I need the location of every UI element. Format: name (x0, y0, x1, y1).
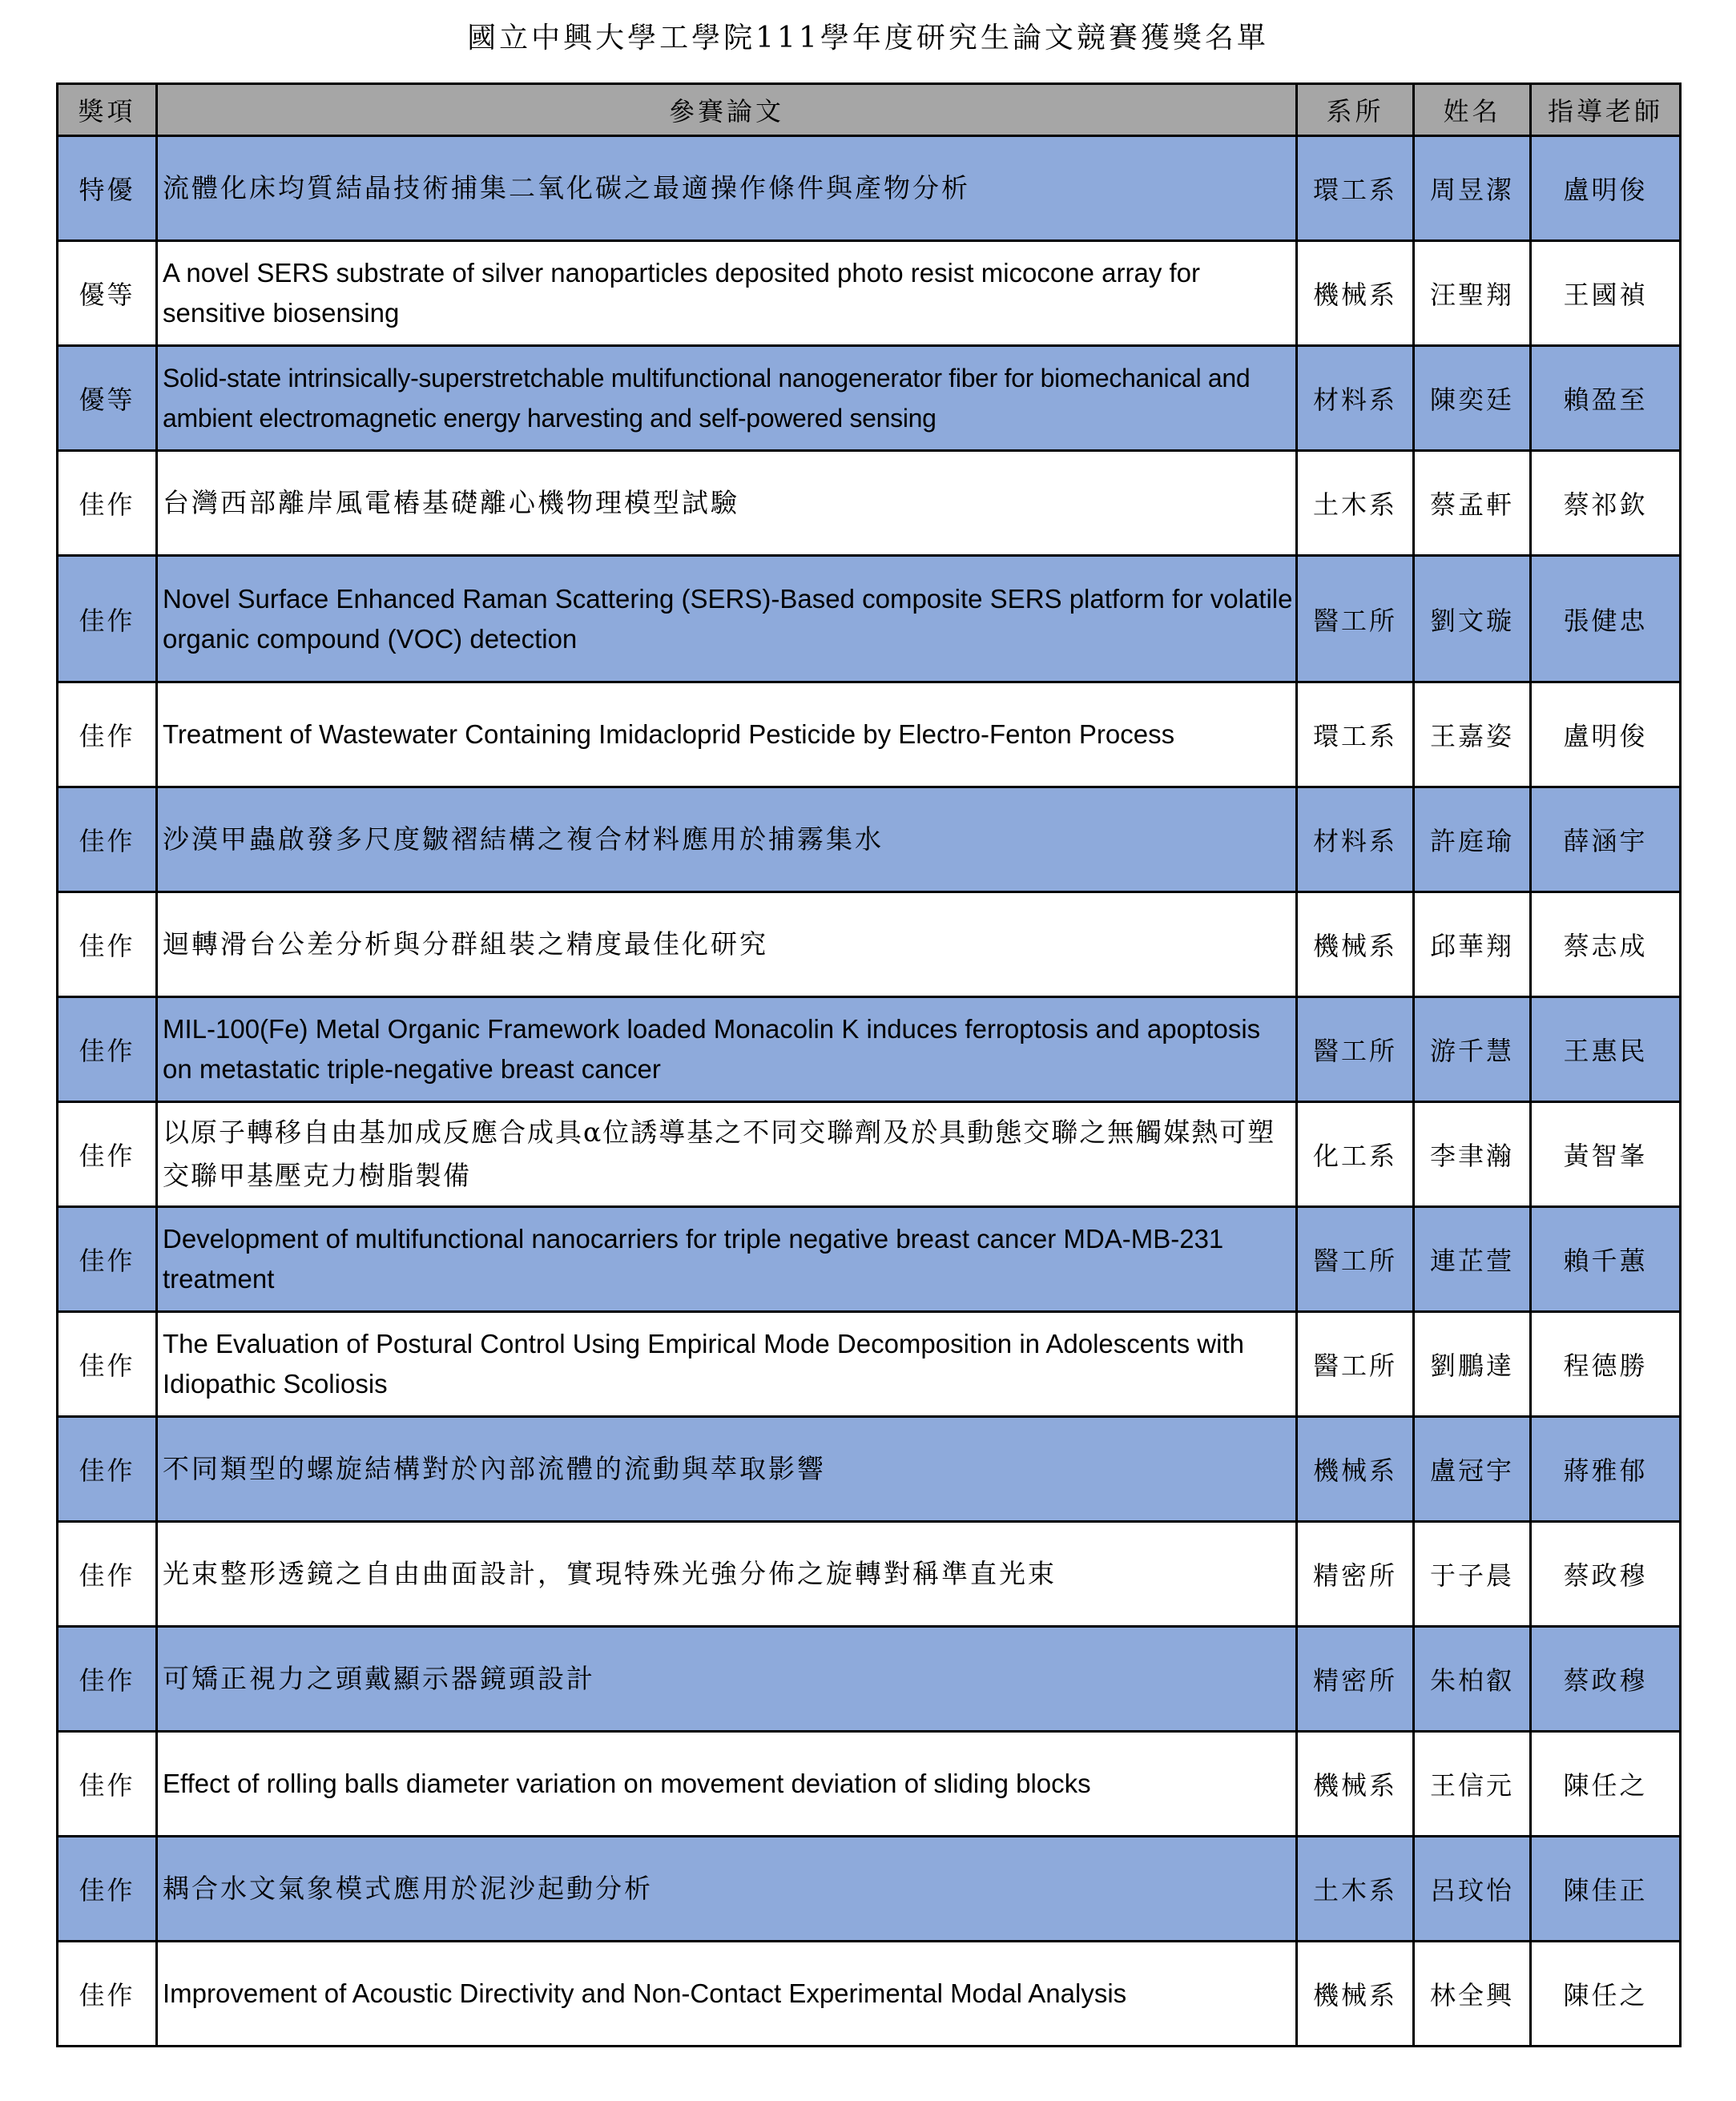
dept-cell: 醫工所 (1297, 1207, 1414, 1312)
advisor-cell: 王國禎 (1531, 241, 1681, 346)
advisor-cell: 薛涵宇 (1531, 787, 1681, 892)
student-name-cell: 劉文璇 (1414, 556, 1531, 682)
advisor-cell: 盧明俊 (1531, 682, 1681, 787)
advisor-cell: 程德勝 (1531, 1312, 1681, 1417)
student-name-cell: 王嘉姿 (1414, 682, 1531, 787)
table-row (58, 787, 1681, 892)
paper-title-cell: 耦合水文氣象模式應用於泥沙起動分析 (157, 1837, 1297, 1942)
student-name-cell: 于子晨 (1414, 1522, 1531, 1627)
advisor-cell: 蔡志成 (1531, 892, 1681, 997)
paper-title-cell: Effect of rolling balls diameter variation on movement deviation of sliding blocks (157, 1732, 1297, 1837)
award-cell: 佳作 (58, 1732, 157, 1837)
award-cell: 佳作 (58, 892, 157, 997)
student-name-cell: 蔡孟軒 (1414, 451, 1531, 556)
dept-cell: 化工系 (1297, 1102, 1414, 1207)
award-cell: 佳作 (58, 682, 157, 787)
paper-title-cell: 可矯正視力之頭戴顯示器鏡頭設計 (157, 1627, 1297, 1732)
award-cell: 佳作 (58, 1837, 157, 1942)
student-name-cell: 陳奕廷 (1414, 346, 1531, 451)
advisor-cell: 陳任之 (1531, 1732, 1681, 1837)
table-row (58, 997, 1681, 1102)
table-row (58, 136, 1681, 241)
student-name-cell: 呂玟怡 (1414, 1837, 1531, 1942)
advisor-cell: 蔡政穆 (1531, 1627, 1681, 1732)
dept-cell: 精密所 (1297, 1627, 1414, 1732)
header-advisor: 指導老師 (1531, 84, 1681, 136)
student-name-cell: 朱柏叡 (1414, 1627, 1531, 1732)
paper-title-cell: Treatment of Wastewater Containing Imidacloprid Pesticide by Electro-Fenton Process (157, 682, 1297, 787)
dept-cell: 醫工所 (1297, 1312, 1414, 1417)
table-header-row (58, 84, 1681, 136)
paper-title-cell: A novel SERS substrate of silver nanoparticles deposited photo resist micocone array for sensitive biosensing (157, 241, 1297, 346)
award-cell: 優等 (58, 346, 157, 451)
paper-title-cell: 以原子轉移自由基加成反應合成具α位誘導基之不同交聯劑及於具動態交聯之無觸媒熱可塑交聯甲基壓克力樹脂製備 (157, 1102, 1297, 1207)
dept-cell: 機械系 (1297, 1942, 1414, 2047)
dept-cell: 機械系 (1297, 241, 1414, 346)
dept-cell: 機械系 (1297, 1732, 1414, 1837)
advisor-cell: 賴千蕙 (1531, 1207, 1681, 1312)
header-name: 姓名 (1414, 84, 1531, 136)
paper-title-cell: 光束整形透鏡之自由曲面設計，實現特殊光強分佈之旋轉對稱準直光束 (157, 1522, 1297, 1627)
paper-title-cell: MIL-100(Fe) Metal Organic Framework loaded Monacolin K induces ferroptosis and apoptosis on metastatic triple-negative breast cancer (157, 997, 1297, 1102)
award-cell: 優等 (58, 241, 157, 346)
dept-cell: 醫工所 (1297, 997, 1414, 1102)
table-row (58, 1312, 1681, 1417)
table-row (58, 892, 1681, 997)
dept-cell: 環工系 (1297, 136, 1414, 241)
advisor-cell: 黃智峯 (1531, 1102, 1681, 1207)
table-row (58, 1417, 1681, 1522)
advisor-cell: 陳任之 (1531, 1942, 1681, 2047)
table-row (58, 682, 1681, 787)
awards-table (56, 83, 1682, 2047)
paper-title-cell: Solid-state intrinsically-superstretchable multifunctional nanogenerator fiber for biomechanical and ambient electromagnetic energy harvesting and self-powered sensing (157, 346, 1297, 451)
table-row (58, 1522, 1681, 1627)
paper-title-cell: Improvement of Acoustic Directivity and Non-Contact Experimental Modal Analysis (157, 1942, 1297, 2047)
advisor-cell: 王惠民 (1531, 997, 1681, 1102)
paper-title-cell: 迴轉滑台公差分析與分群組裝之精度最佳化研究 (157, 892, 1297, 997)
student-name-cell: 李聿瀚 (1414, 1102, 1531, 1207)
page-title: 國立中興大學工學院111學年度研究生論文競賽獲獎名單 (467, 22, 1269, 54)
dept-cell: 土木系 (1297, 1837, 1414, 1942)
dept-cell: 精密所 (1297, 1522, 1414, 1627)
dept-cell: 環工系 (1297, 682, 1414, 787)
paper-title-cell: 沙漠甲蟲啟發多尺度皺褶結構之複合材料應用於捕霧集水 (157, 787, 1297, 892)
student-name-cell: 連芷萱 (1414, 1207, 1531, 1312)
table-row (58, 241, 1681, 346)
dept-cell: 材料系 (1297, 346, 1414, 451)
award-cell: 佳作 (58, 1942, 157, 2047)
award-cell: 佳作 (58, 1102, 157, 1207)
table-row (58, 1837, 1681, 1942)
dept-cell: 醫工所 (1297, 556, 1414, 682)
award-cell: 佳作 (58, 451, 157, 556)
student-name-cell: 劉鵬達 (1414, 1312, 1531, 1417)
award-cell: 佳作 (58, 1312, 157, 1417)
advisor-cell: 賴盈至 (1531, 346, 1681, 451)
student-name-cell: 游千慧 (1414, 997, 1531, 1102)
award-cell: 佳作 (58, 556, 157, 682)
award-cell: 佳作 (58, 1207, 157, 1312)
table-row (58, 1942, 1681, 2047)
award-cell: 佳作 (58, 997, 157, 1102)
student-name-cell: 林全興 (1414, 1942, 1531, 2047)
award-cell: 佳作 (58, 1522, 157, 1627)
paper-title-cell: 台灣西部離岸風電樁基礎離心機物理模型試驗 (157, 451, 1297, 556)
table-row (58, 1627, 1681, 1732)
advisor-cell: 張健忠 (1531, 556, 1681, 682)
advisor-cell: 陳佳正 (1531, 1837, 1681, 1942)
paper-title-cell: The Evaluation of Postural Control Using Empirical Mode Decomposition in Adolescents with Idiopathic Scoliosis (157, 1312, 1297, 1417)
header-dept: 系所 (1297, 84, 1414, 136)
table-row (58, 1207, 1681, 1312)
award-cell: 特優 (58, 136, 157, 241)
table-row (58, 1102, 1681, 1207)
advisor-cell: 盧明俊 (1531, 136, 1681, 241)
advisor-cell: 蔡祁欽 (1531, 451, 1681, 556)
advisor-cell: 蔡政穆 (1531, 1522, 1681, 1627)
student-name-cell: 盧冠宇 (1414, 1417, 1531, 1522)
table-row (58, 1732, 1681, 1837)
paper-title-cell: 流體化床均質結晶技術捕集二氧化碳之最適操作條件與產物分析 (157, 136, 1297, 241)
dept-cell: 機械系 (1297, 1417, 1414, 1522)
student-name-cell: 許庭瑜 (1414, 787, 1531, 892)
student-name-cell: 邱華翔 (1414, 892, 1531, 997)
dept-cell: 機械系 (1297, 892, 1414, 997)
table-row (58, 346, 1681, 451)
header-award: 獎項 (58, 84, 157, 136)
award-cell: 佳作 (58, 1627, 157, 1732)
student-name-cell: 汪聖翔 (1414, 241, 1531, 346)
paper-title-cell: Development of multifunctional nanocarriers for triple negative breast cancer MDA-MB-231 treatment (157, 1207, 1297, 1312)
paper-title-cell: Novel Surface Enhanced Raman Scattering (SERS)-Based composite SERS platform for volatile organic compound (VOC) detection (157, 556, 1297, 682)
header-paper: 參賽論文 (157, 84, 1297, 136)
award-cell: 佳作 (58, 787, 157, 892)
paper-title-cell: 不同類型的螺旋結構對於內部流體的流動與萃取影響 (157, 1417, 1297, 1522)
table-row (58, 451, 1681, 556)
student-name-cell: 周昱潔 (1414, 136, 1531, 241)
dept-cell: 材料系 (1297, 787, 1414, 892)
advisor-cell: 蔣雅郁 (1531, 1417, 1681, 1522)
award-cell: 佳作 (58, 1417, 157, 1522)
student-name-cell: 王信元 (1414, 1732, 1531, 1837)
table-row (58, 556, 1681, 682)
dept-cell: 土木系 (1297, 451, 1414, 556)
